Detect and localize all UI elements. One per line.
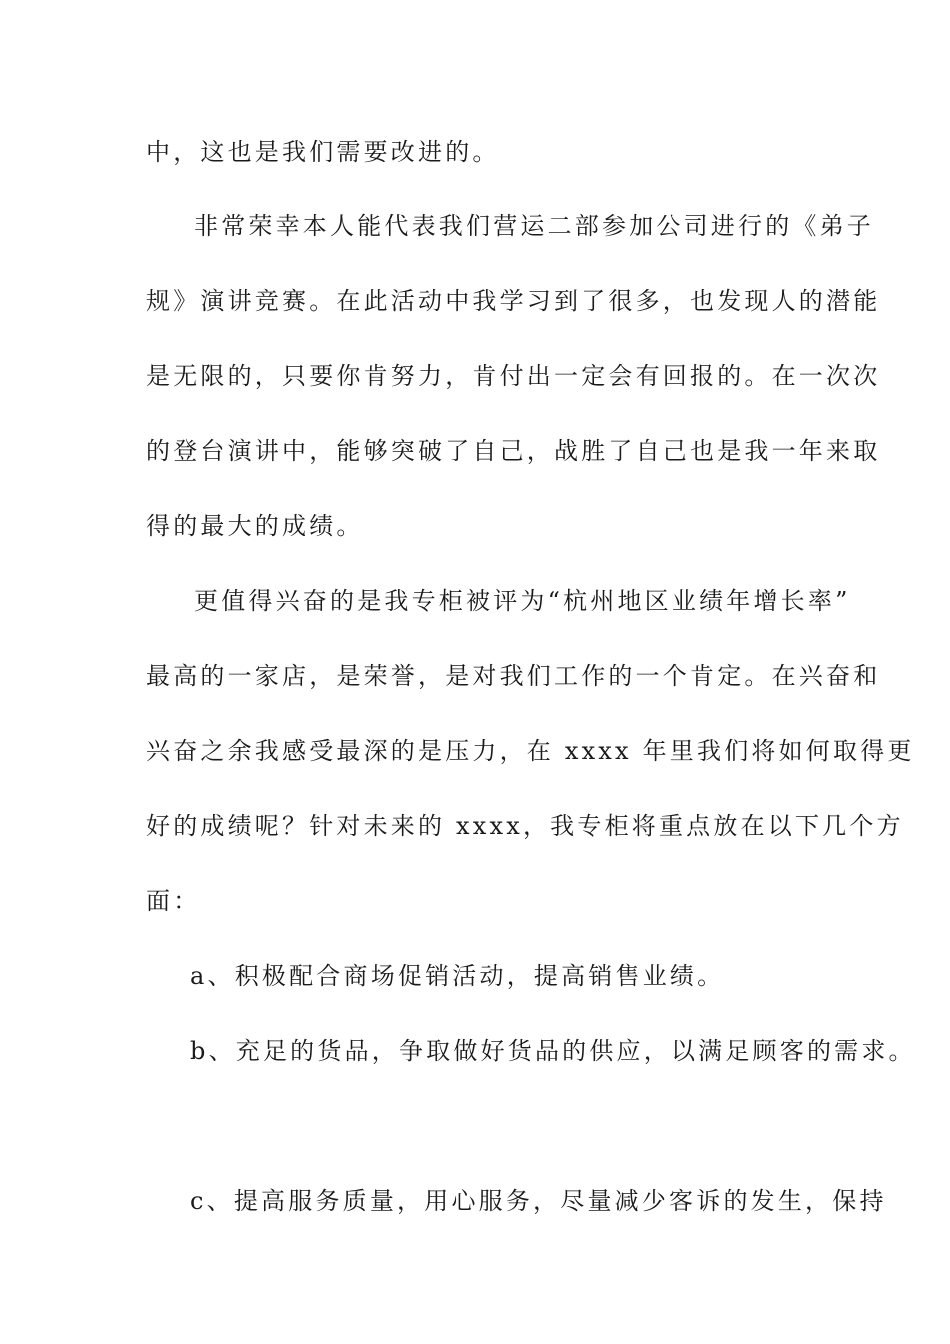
text-line: 面： [146,887,201,915]
list-item-c: c、提高服务质量，用心服务，尽量减少客诉的发生，保持 [190,1187,887,1215]
text-line: 规》演讲竞赛。在此活动中我学习到了很多，也发现人的潜能 [146,287,881,315]
text-line: 是无限的，只要你肯努力，肯付出一定会有回报的。在一次次 [146,362,881,390]
text-line: 的登台演讲中，能够突破了自己，战胜了自己也是我一年来取 [146,437,881,465]
text-line: 兴奋之余我感受最深的是压力，在 xxxx 年里我们将如何取得更 [146,737,915,765]
paragraph-first-line: 更值得兴奋的是我专柜被评为“杭州地区业绩年增长率” [194,587,851,615]
text-line: 最高的一家店，是荣誉，是对我们工作的一个肯定。在兴奋和 [146,662,881,690]
text-line: 好的成绩呢？针对未来的 xxxx，我专柜将重点放在以下几个方 [146,812,904,840]
list-item-a: a、积极配合商场促销活动，提高销售业绩。 [190,962,725,990]
text-line: 得的最大的成绩。 [146,512,364,540]
list-item-b: b、充足的货品，争取做好货品的供应，以满足顾客的需求。 [190,1037,916,1065]
text-line: 中，这也是我们需要改进的。 [146,138,500,166]
paragraph-first-line: 非常荣幸本人能代表我们营运二部参加公司进行的《弟子 [194,212,874,240]
